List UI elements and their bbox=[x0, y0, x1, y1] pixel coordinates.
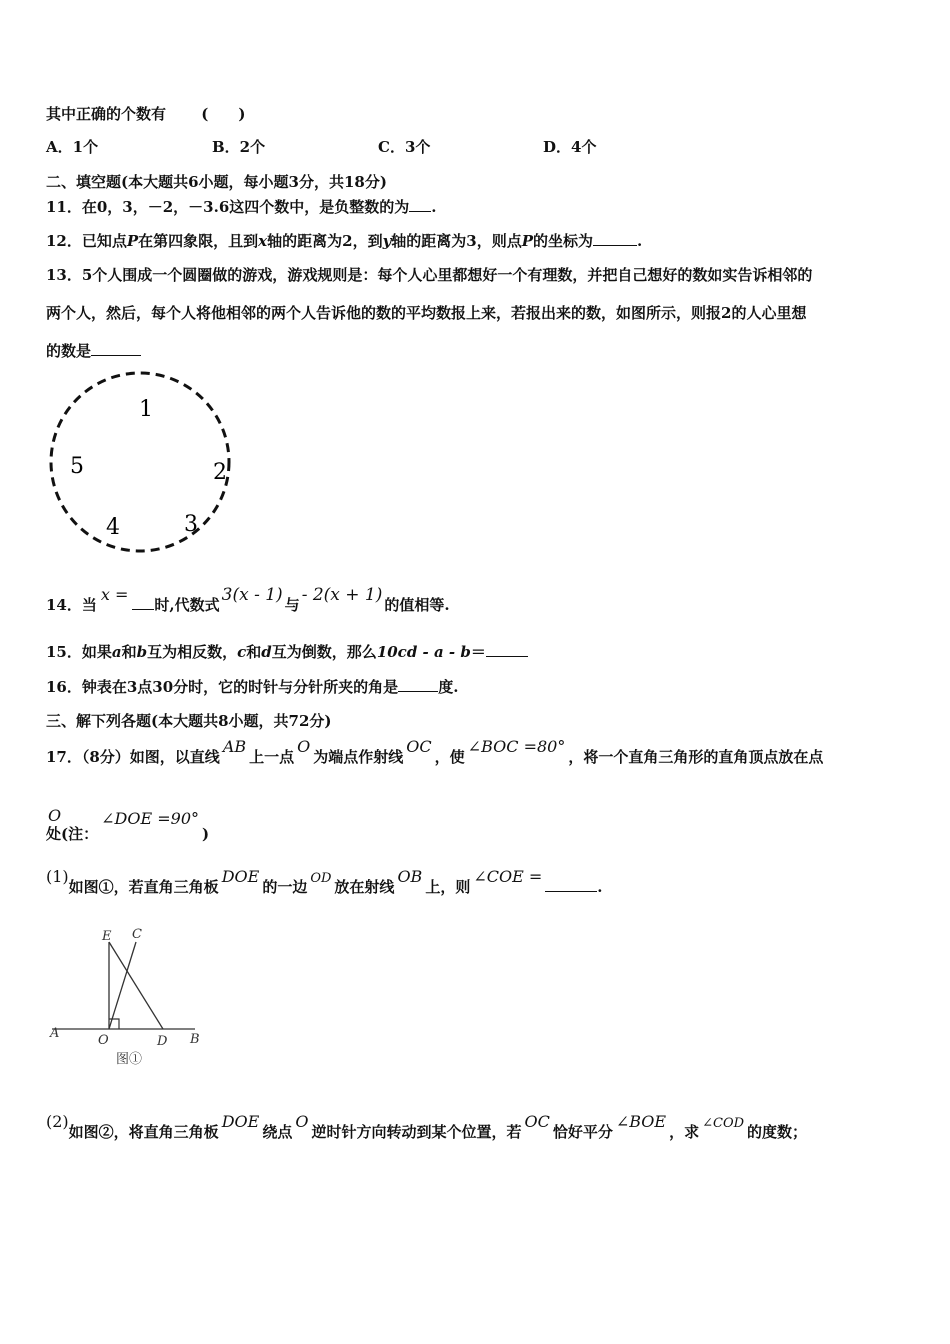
q17-part2 bbox=[46, 1112, 808, 1142]
q12-var-p2: P bbox=[521, 232, 534, 250]
q17-text-b: 上一点 bbox=[249, 748, 295, 766]
q17-angle-boc: ∠BOC =80° bbox=[467, 737, 566, 756]
q13-circle-figure bbox=[40, 365, 240, 560]
q17-part2-text-b: 绕点 bbox=[262, 1123, 293, 1141]
q12-end: . bbox=[637, 232, 643, 250]
q17-angle-doe: ∠DOE =90° bbox=[101, 809, 199, 828]
q12-text-e: 的坐标为 bbox=[533, 232, 594, 250]
q10-stem-text: 其中正确的个数有 bbox=[46, 105, 167, 123]
circle-number-4: 4 bbox=[106, 515, 120, 540]
q17-part2-text-f: 的度数； bbox=[747, 1123, 808, 1141]
q14-text-a: 14．当 bbox=[46, 596, 97, 614]
q14-expr1: 3(x - 1) bbox=[221, 585, 283, 605]
q17-part1-doe: DOE bbox=[221, 867, 260, 886]
q17-point-o2: O bbox=[48, 806, 62, 825]
q17-part1-number: (1) bbox=[46, 867, 69, 886]
q17-text-f: 处(注： bbox=[46, 825, 99, 843]
q17-part1-angle-coe: ∠COE = bbox=[473, 867, 543, 886]
q10-option-d: D．4个 bbox=[543, 138, 597, 156]
q16 bbox=[46, 676, 458, 697]
q12-var-p: P bbox=[126, 232, 139, 250]
q14-text-d: 的值相等. bbox=[384, 596, 450, 614]
q10-option-c: C．3个 bbox=[378, 138, 431, 156]
q15-text-a: 15．如果 bbox=[46, 643, 112, 661]
label-c: C bbox=[132, 927, 142, 942]
q13-line1: 13．5个人围成一个圆圈做的游戏，游戏规则是：每个人心里都想好一个有理数，并把自己想好的数如实告诉相邻的 bbox=[46, 266, 813, 284]
q14-var-x: x = bbox=[100, 585, 129, 604]
q17-part1-blank bbox=[545, 879, 597, 892]
q16-text-b: 度. bbox=[438, 678, 459, 696]
q17-part1-text-a: 如图①，若直角三角板 bbox=[68, 878, 219, 896]
ray-oc bbox=[109, 942, 136, 1029]
label-a: A bbox=[50, 1026, 60, 1041]
q17-part2-number: (2) bbox=[46, 1112, 69, 1131]
segment-ed bbox=[109, 942, 163, 1029]
q15 bbox=[46, 641, 528, 662]
q17-part2-text-a: 如图②，将直角三角板 bbox=[68, 1123, 219, 1141]
q10-stem bbox=[46, 103, 245, 124]
section2-heading: 二、填空题(本大题共6小题，每小题3分，共18分) bbox=[46, 173, 387, 191]
q17-part1-od: OD bbox=[310, 871, 332, 886]
q17-part1-text-c: 放在射线 bbox=[334, 878, 395, 896]
q17-text-e: ，将一个直角三角形的直角顶点放在点 bbox=[568, 748, 824, 766]
q17-part2-angle-boe: ∠BOE bbox=[615, 1112, 667, 1131]
q15-text-c: 互为相反数， bbox=[147, 643, 238, 661]
q16-text-a: 16．钟表在3点30分时，它的时针与分针所夹的角是 bbox=[46, 678, 399, 696]
q17-part2-text-d: 恰好平分 bbox=[552, 1123, 613, 1141]
label-o: O bbox=[98, 1033, 109, 1048]
label-e: E bbox=[102, 929, 112, 944]
q17-text-d: ，使 bbox=[434, 748, 465, 766]
q17-part2-o: O bbox=[295, 1112, 309, 1131]
q17-part1-end: . bbox=[597, 878, 603, 896]
q17-text-a: 17．（8分）如图，以直线 bbox=[46, 748, 220, 766]
q12-var-x: x bbox=[258, 232, 268, 250]
q17-line2 bbox=[46, 806, 210, 843]
q17-part2-angle-cod: ∠COD bbox=[702, 1116, 745, 1131]
q15-var-a: a bbox=[111, 643, 122, 661]
q17-text-g: ) bbox=[202, 825, 210, 843]
q15-text-b: 和 bbox=[121, 643, 137, 661]
q10-option-a: A．1个 bbox=[46, 138, 99, 156]
q11-blank bbox=[409, 199, 431, 212]
q17-part2-text-e: ，求 bbox=[669, 1123, 700, 1141]
circle-number-2: 2 bbox=[213, 460, 227, 485]
q15-text-f: ＝ bbox=[470, 643, 486, 661]
q13-line3-text: 的数是 bbox=[46, 342, 92, 360]
q13-line2: 两个人，然后，每个人将他相邻的两个人告诉他的数的平均数报上来，若报出来的数，如图所示，则报2的人心里想 bbox=[46, 304, 807, 322]
label-d: D bbox=[157, 1034, 168, 1049]
q17-text-c: 为端点作射线 bbox=[313, 748, 404, 766]
q17-part1-ob: OB bbox=[397, 867, 423, 886]
q12-text-d: 轴的距离为3，则点 bbox=[391, 232, 522, 250]
q15-var-c: c bbox=[237, 643, 247, 661]
q11-text: 11．在0，3，－2，－3.6这四个数中，是负整数的为 bbox=[46, 198, 410, 216]
q15-expr: 10cd - a - b bbox=[376, 643, 471, 661]
q12-text-c: 轴的距离为2，到 bbox=[267, 232, 383, 250]
q17-point-o: O bbox=[297, 737, 311, 756]
circle-number-5: 5 bbox=[70, 454, 84, 479]
q11-end: . bbox=[431, 198, 437, 216]
q15-var-b: b bbox=[136, 643, 148, 661]
q17-part1-text-b: 的一边 bbox=[262, 878, 308, 896]
q10-option-b: B．2个 bbox=[212, 138, 266, 156]
q14-blank bbox=[132, 597, 154, 610]
circle-number-1: 1 bbox=[139, 397, 153, 422]
q12-text-a: 12．已知点 bbox=[46, 232, 127, 250]
q12-text-b: 在第四象限，且到 bbox=[138, 232, 259, 250]
q17-part2-text-c: 逆时针方向转动到某个位置，若 bbox=[311, 1123, 522, 1141]
section3-heading: 三、解下列各题(本大题共8小题，共72分) bbox=[46, 712, 332, 730]
q15-blank bbox=[486, 644, 528, 657]
q10-answer-paren: ( ) bbox=[201, 105, 246, 123]
q14 bbox=[46, 585, 450, 615]
q17-part1-text-d: 上，则 bbox=[425, 878, 471, 896]
circle-number-3: 3 bbox=[184, 512, 198, 537]
q15-text-d: 和 bbox=[246, 643, 262, 661]
q17-ray-oc: OC bbox=[406, 737, 432, 756]
q13-line3 bbox=[46, 340, 141, 361]
q17-line1 bbox=[46, 737, 824, 767]
q17-part2-oc: OC bbox=[524, 1112, 550, 1131]
q16-blank bbox=[398, 679, 438, 692]
figure1-caption: 图① bbox=[116, 1052, 143, 1067]
q12-blank bbox=[593, 233, 637, 246]
q15-text-e: 互为倒数，那么 bbox=[271, 643, 377, 661]
q12 bbox=[46, 230, 642, 251]
label-b: B bbox=[190, 1032, 200, 1047]
q15-var-d: d bbox=[261, 643, 272, 661]
q14-expr2: - 2(x + 1) bbox=[301, 585, 383, 605]
q17-part2-doe: DOE bbox=[221, 1112, 260, 1131]
figure1 bbox=[40, 920, 220, 1070]
q11 bbox=[46, 196, 437, 217]
q13-blank bbox=[91, 343, 141, 356]
q12-var-y: y bbox=[382, 232, 392, 250]
q14-text-c: 与 bbox=[284, 596, 300, 614]
q17-line-ab: AB bbox=[222, 737, 247, 756]
q14-text-b: 时,代数式 bbox=[154, 596, 220, 614]
q17-part1 bbox=[46, 867, 603, 897]
